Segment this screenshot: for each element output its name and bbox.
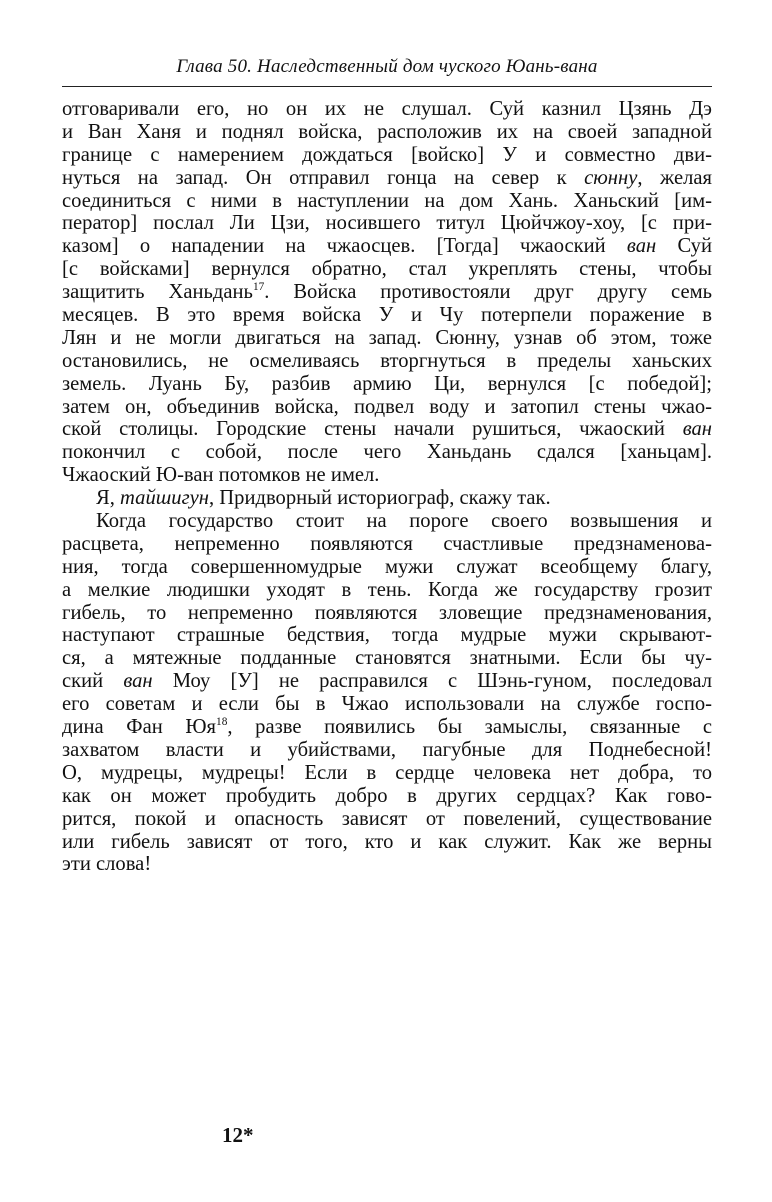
- text-line: нуться на запад. Он отправил гонца на север к сюнну, желая: [62, 166, 712, 189]
- text-line: защитить Ханьдань$^{17}$. Войска противостояли друг другу семь: [62, 281, 713, 304]
- text-line: наступают страшные бедствия, тогда мудрые мужи скрывают-: [62, 624, 712, 647]
- text-line: рится, покой и опасность зависят от повелений, существование: [62, 807, 712, 830]
- text-line: а мелкие людишки уходят в тень. Когда же государству грозит: [62, 578, 712, 601]
- text-line: расцвета, непременно появляются счастливые предзнаменова-: [62, 532, 712, 555]
- text-line: ский ван Моу [У] не расправился с Шэнь-гуном, последовал: [62, 670, 712, 693]
- text-line: Чжаоский Ю-ван потомков не имел.: [62, 464, 380, 487]
- text-line: [с войсками] вернулся обратно, стал укреплять стены, чтобы: [62, 258, 712, 281]
- text-line: отговаривали его, но он их не слушал. Суй казнил Цзянь Дэ: [62, 98, 712, 120]
- text-line: казом] о нападении на чжаосцев. [Тогда] чжаоский ван Суй: [62, 235, 712, 258]
- paragraph-1: [62, 98, 712, 487]
- text-line: О, мудрецы, мудрецы! Если в сердце человека нет добра, то: [62, 761, 712, 784]
- text-line: как он может пробудить добро в других сердцах? Как гово-: [62, 784, 712, 807]
- text-line: гибель, то непременно появляются зловещие предзнаменования,: [62, 601, 712, 624]
- paragraph-3: [62, 510, 712, 876]
- text-line: Лян и не могли двигаться на запад. Сюнну, узнав об этом, тоже: [62, 326, 712, 349]
- page-number: 12*: [222, 1123, 254, 1147]
- body-text: [62, 98, 712, 876]
- text-line: или гибель зависят от того, кто и как служит. Как же верны: [62, 830, 712, 853]
- header-rule: [62, 86, 712, 87]
- text-line: месяцев. В это время войска У и Чу потерпели поражение в: [62, 304, 712, 327]
- text-line: захватом власти и убийствами, пагубные для Поднебесной!: [62, 738, 712, 761]
- text-line: и Ван Ханя и поднял войска, расположив их на своей западной: [62, 120, 712, 143]
- text-line: его советам и если бы в Чжао использовали на службе госпо-: [62, 693, 712, 716]
- text-line: Я, тайшигун, Придворный историограф, скажу так.: [96, 487, 551, 510]
- text-line: ской столицы. Городские стены начали рушиться, чжаоский ван: [62, 418, 712, 441]
- text-line: ператор] послал Ли Цзи, носившего титул Цюйчжоу-хоу, [с при-: [62, 212, 712, 235]
- text-line: дина Фан $Юя^{18}$, разве появились бы замыслы, связанные с: [62, 716, 713, 739]
- text-line: ся, а мятежные подданные становятся знатными. Если бы чу-: [62, 647, 712, 670]
- text-line: соединиться с ними в наступлении на дом Хань. Ханьский [им-: [62, 189, 712, 212]
- text-line: эти слова!: [62, 853, 152, 876]
- text-line: ния, тогда совершенномудрые мужи служат всеобщему благу,: [62, 555, 712, 578]
- text-line: остановились, не осмеливаясь вторгнуться в пределы ханьских: [62, 349, 712, 372]
- text-line: границе с намерением дождаться [войско] У и совместно дви-: [62, 143, 712, 166]
- text-line: покончил с собой, после чего Ханьдань сдался [ханьцам].: [62, 441, 712, 464]
- running-head: Глава 50. Наследственный дом чуского Юань-вана: [176, 56, 598, 77]
- text-line: Когда государство стоит на пороге своего возвышения и: [96, 510, 712, 533]
- text-line: затем он, объединив войска, подвел воду и затопил стены чжао-: [62, 395, 712, 418]
- paragraph-2: [62, 487, 712, 510]
- text-line: земель. Луань Бу, разбив армию Ци, вернулся [с победой];: [62, 372, 712, 395]
